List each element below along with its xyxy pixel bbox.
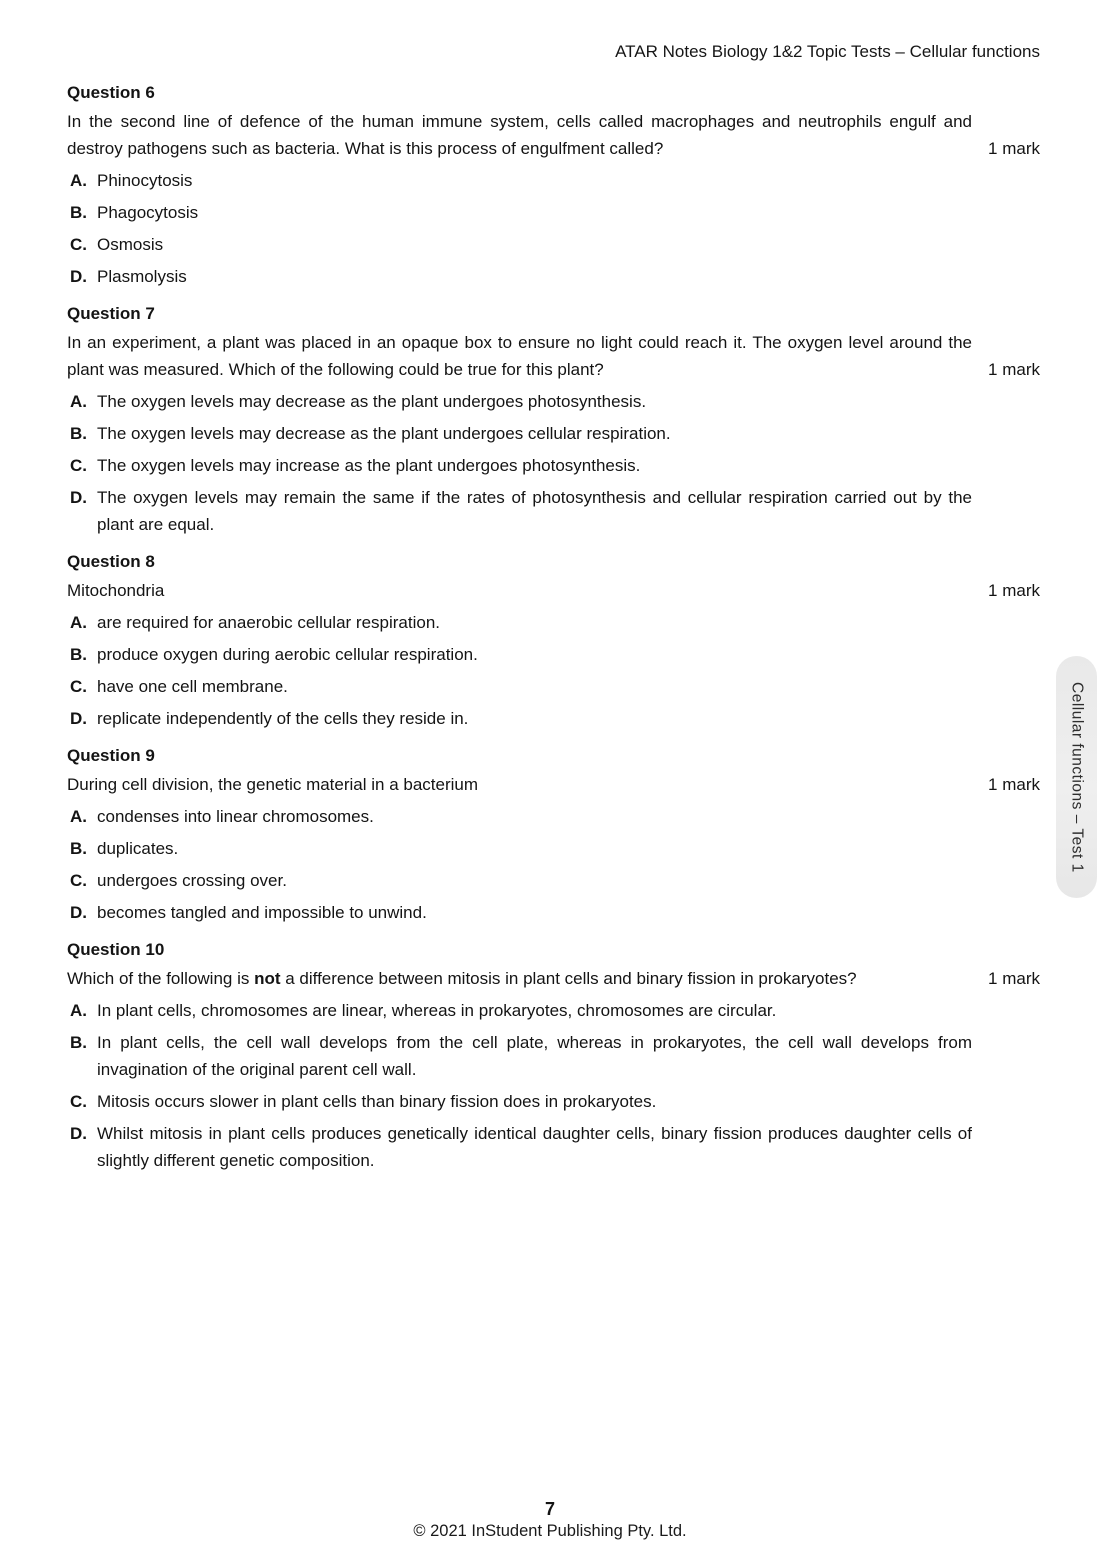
option-letter: D.: [70, 488, 87, 507]
option-row: [67, 167, 972, 194]
option-letter: D.: [70, 1124, 87, 1143]
option-letter: A.: [70, 613, 87, 632]
question-text: In the second line of defence of the human immune system, cells called macrophages and neutrophils engulf and destroy pathogens such as bacteria. What is this process of engulfment called?: [67, 112, 972, 158]
option-text: produce oxygen during aerobic cellular respiration.: [97, 645, 478, 664]
question-text: In an experiment, a plant was placed in an opaque box to ensure no light could reach it. The oxygen level around the plant was measured. Which of the following could be true for this plant?: [67, 333, 972, 379]
question-block-10: [67, 940, 1040, 1174]
question-block-9: [67, 746, 1040, 926]
question-heading: Question 9: [67, 746, 155, 765]
option-letter: B.: [70, 645, 87, 664]
option-letter: A.: [70, 392, 87, 411]
question-heading: Question 6: [67, 83, 155, 102]
option-row: [67, 231, 972, 258]
option-row: [67, 997, 972, 1024]
option-letter: D.: [70, 903, 87, 922]
option-text: Plasmolysis: [97, 267, 187, 286]
option-letter: B.: [70, 1033, 87, 1052]
option-row: [67, 1029, 972, 1083]
option-row: [67, 1120, 972, 1174]
question-text-row: [67, 108, 1040, 162]
header-title: ATAR Notes Biology 1&2 Topic Tests – Cellular functions: [615, 42, 1040, 61]
question-text-part: Which of the following is: [67, 969, 255, 988]
question-text: During cell division, the genetic material in a bacterium: [67, 775, 479, 794]
option-letter: A.: [70, 807, 87, 826]
option-letter: C.: [70, 456, 87, 475]
option-text: replicate independently of the cells they reside in.: [97, 709, 469, 728]
question-heading: Question 10: [67, 940, 165, 959]
option-text: The oxygen levels may increase as the plant undergoes photosynthesis.: [97, 456, 641, 475]
option-row: [67, 641, 972, 668]
question-heading: Question 7: [67, 304, 155, 323]
option-letter: D.: [70, 267, 87, 286]
mark-label: 1 mark: [988, 581, 1040, 600]
option-row: [67, 867, 972, 894]
option-text: The oxygen levels may remain the same if the rates of photosynthesis and cellular respiration carried out by the plant are equal.: [97, 488, 972, 534]
mark-label: 1 mark: [988, 775, 1040, 794]
option-row: [67, 420, 972, 447]
mark-label: 1 mark: [988, 969, 1040, 988]
question-block-7: [67, 304, 1040, 538]
option-text: Phagocytosis: [97, 203, 199, 222]
question-block-8: [67, 552, 1040, 732]
option-row: [67, 452, 972, 479]
option-text: Whilst mitosis in plant cells produces genetically identical daughter cells, binary fission produces daughter cells of slightly different genetic composition.: [97, 1124, 972, 1170]
option-row: [67, 388, 972, 415]
option-letter: C.: [70, 235, 87, 254]
copyright-text: © 2021 InStudent Publishing Pty. Ltd.: [413, 1522, 687, 1540]
question-text-row: [67, 329, 1040, 383]
option-text: In plant cells, chromosomes are linear, whereas in prokaryotes, chromosomes are circular.: [97, 1001, 777, 1020]
option-text: have one cell membrane.: [97, 677, 288, 696]
option-letter: A.: [70, 171, 87, 190]
option-row: [67, 199, 972, 226]
option-text: The oxygen levels may decrease as the plant undergoes cellular respiration.: [97, 424, 671, 443]
option-text: Phinocytosis: [97, 171, 193, 190]
option-row: [67, 835, 972, 862]
option-text: Osmosis: [97, 235, 164, 254]
option-letter: A.: [70, 1001, 87, 1020]
option-row: [67, 673, 972, 700]
option-text: are required for anaerobic cellular respiration.: [97, 613, 441, 632]
option-letter: C.: [70, 1092, 87, 1111]
option-row: [67, 705, 972, 732]
option-row: [67, 1088, 972, 1115]
mark-label: 1 mark: [988, 139, 1040, 158]
mark-label: 1 mark: [988, 360, 1040, 379]
option-text: In plant cells, the cell wall develops from the cell plate, whereas in prokaryotes, the cell wall develops from invagination of the original parent cell wall.: [97, 1033, 972, 1079]
question-text: Mitochondria: [67, 581, 165, 600]
option-text: Mitosis occurs slower in plant cells than binary fission does in prokaryotes.: [97, 1092, 657, 1111]
option-text: duplicates.: [97, 839, 179, 858]
question-text-part: a difference between mitosis in plant cells and binary fission in prokaryotes?: [280, 969, 857, 988]
question-block-6: [67, 83, 1040, 290]
option-letter: B.: [70, 839, 87, 858]
option-letter: C.: [70, 871, 87, 890]
option-text: The oxygen levels may decrease as the plant undergoes photosynthesis.: [97, 392, 647, 411]
option-text: condenses into linear chromosomes.: [97, 807, 374, 826]
question-text-row: [67, 577, 1040, 604]
section-tab: [1056, 656, 1097, 898]
page-number: 7: [544, 1499, 555, 1519]
option-row: [67, 803, 972, 830]
section-tab-label: Cellular functions – Test 1: [1068, 681, 1086, 873]
option-row: [67, 484, 972, 538]
question-text-emphasis: not: [254, 969, 281, 988]
footer: [0, 1499, 1100, 1542]
option-letter: D.: [70, 709, 87, 728]
option-row: [67, 263, 972, 290]
option-text: undergoes crossing over.: [97, 871, 287, 890]
question-heading: Question 8: [67, 552, 155, 571]
option-row: [67, 899, 972, 926]
question-text-row: [67, 965, 1040, 992]
question-text: [67, 965, 972, 992]
option-letter: C.: [70, 677, 87, 696]
option-text: becomes tangled and impossible to unwind.: [97, 903, 427, 922]
option-letter: B.: [70, 203, 87, 222]
question-text-row: [67, 771, 1040, 798]
option-letter: B.: [70, 424, 87, 443]
option-row: [67, 609, 972, 636]
